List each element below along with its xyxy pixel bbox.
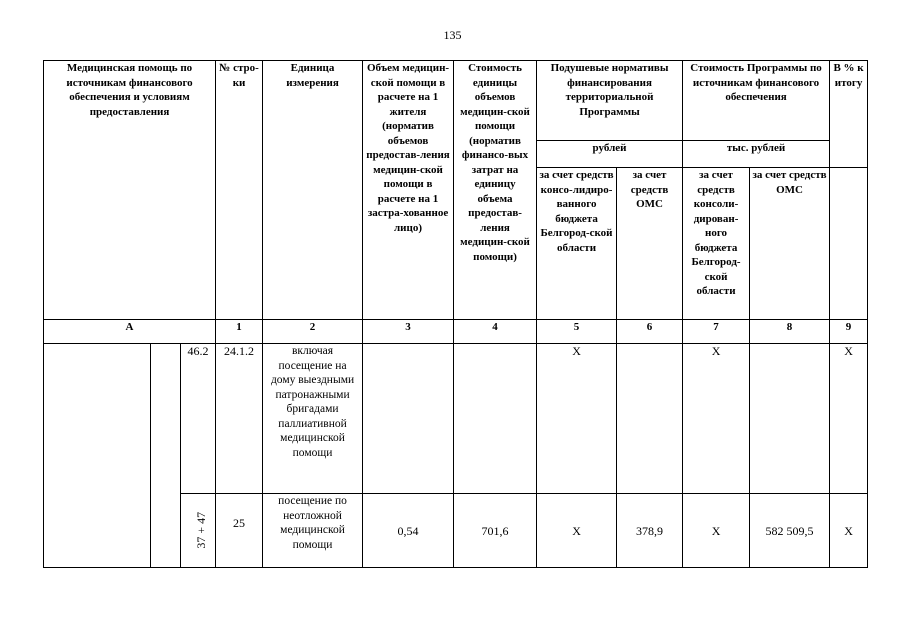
row-c7: Х bbox=[683, 344, 750, 494]
row-unit: включая посещение на дому выездными патронажными бригадами паллиативной медицинской помощи bbox=[263, 344, 363, 494]
index-cell-6: 6 bbox=[617, 320, 683, 344]
header-col-1: № стро-ки bbox=[216, 61, 263, 320]
row-c9: Х bbox=[830, 494, 868, 568]
header-col-2: Единица измерения bbox=[263, 61, 363, 320]
index-cell-5: 5 bbox=[537, 320, 617, 344]
index-cell-1: 1 bbox=[216, 320, 263, 344]
header-col-3: Объем медицин-ской помощи в расчете на 1 жителя (норматив объемов предостав-ления медицин-ской помощи в расчете на 1 застра-хованное лицо) bbox=[363, 61, 454, 320]
index-cell-2: 2 bbox=[263, 320, 363, 344]
row-c6: 378,9 bbox=[617, 494, 683, 568]
index-cell-8: 8 bbox=[750, 320, 830, 344]
header-col-9: В % к итогу bbox=[830, 61, 868, 168]
index-cell-4: 4 bbox=[454, 320, 537, 344]
header-group-cost: Стоимость Программы по источникам финансового обеспечения bbox=[683, 61, 830, 141]
index-cell-3: 3 bbox=[363, 320, 454, 344]
header-col-4: Стоимость единицы объемов медицин-ской помощи (норматив финансо-вых затрат на единицу объема предостав-ления медицин-ской помощи) bbox=[454, 61, 537, 320]
row-c3 bbox=[363, 344, 454, 494]
row-c7: Х bbox=[683, 494, 750, 568]
header-unit-thous-rub: тыс. рублей bbox=[683, 141, 830, 168]
row-c8 bbox=[750, 344, 830, 494]
index-cell-a: А bbox=[44, 320, 216, 344]
page-number: 135 bbox=[443, 28, 462, 42]
header-col-a: Медицинская помощь по источникам финансового обеспечения и условиям предоставления bbox=[44, 61, 216, 320]
row-c4: 701,6 bbox=[454, 494, 537, 568]
header-col-9-empty bbox=[830, 168, 868, 320]
row-c5: Х bbox=[537, 344, 617, 494]
header-col-5: за счет средств консо-лидиро-ванного бюджета Белгород-ской области bbox=[537, 168, 617, 320]
row-c8: 582 509,5 bbox=[750, 494, 830, 568]
blank-cell bbox=[151, 344, 181, 568]
row-c3: 0,54 bbox=[363, 494, 454, 568]
row-line: 24.1.2 bbox=[216, 344, 263, 494]
row-c4 bbox=[454, 344, 537, 494]
row-ref: 37 + 47 bbox=[181, 494, 216, 568]
table-row bbox=[44, 344, 868, 494]
index-cell-9: 9 bbox=[830, 320, 868, 344]
header-col-7: за счет средств консоли-дирован-ного бюджета Белгород-ской области bbox=[683, 168, 750, 320]
row-c9: Х bbox=[830, 344, 868, 494]
row-line: 25 bbox=[216, 494, 263, 568]
header-group-per-capita: Подушевые нормативы финансирования территориальной Программы bbox=[537, 61, 683, 141]
header-col-8: за счет средств ОМС bbox=[750, 168, 830, 320]
row-ref: 46.2 bbox=[181, 344, 216, 494]
header-unit-rub: рублей bbox=[537, 141, 683, 168]
row-unit: посещение по неотложной медицинской помощи bbox=[263, 494, 363, 568]
blank-cell bbox=[44, 344, 151, 568]
row-c5: Х bbox=[537, 494, 617, 568]
medical-care-table bbox=[43, 60, 868, 568]
row-c6 bbox=[617, 344, 683, 494]
index-cell-7: 7 bbox=[683, 320, 750, 344]
header-col-6: за счет средств ОМС bbox=[617, 168, 683, 320]
